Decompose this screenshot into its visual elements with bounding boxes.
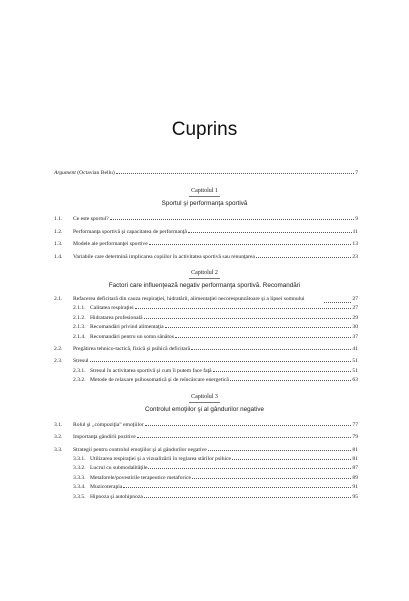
- toc-entry-number: 3.3.3.: [73, 474, 86, 481]
- toc-entry-title: Performanţa sportivă şi capacitatea de performanţă: [73, 228, 187, 235]
- leader-dots: [230, 375, 352, 381]
- toc-entry-argument[interactable]: [0, 168, 409, 177]
- toc-page-number: 51: [352, 358, 358, 365]
- chapter-label: Capitolul 2: [189, 269, 220, 279]
- toc-entry-number: 1.3.: [54, 241, 63, 248]
- toc-entry-title: Refacerea deficitară din cauza respiraţiei, hidratării, alimentaţiei necorespunzătoare şi a lipsei somnului: [73, 296, 305, 303]
- toc-entry-title: Recomandări pentru un somn sănătos: [90, 333, 174, 340]
- toc-entry[interactable]: [0, 375, 409, 384]
- toc-entry[interactable]: [0, 303, 409, 312]
- toc-page-number: 13: [352, 241, 358, 248]
- toc-entry-title: Metaforele/povestirile terapeutice metaforice: [90, 474, 191, 481]
- toc-entry[interactable]: [0, 332, 409, 341]
- leader-dots: [175, 332, 352, 338]
- leader-dots: [188, 227, 352, 233]
- toc-entry-title: Hidratarea profesională: [90, 314, 143, 321]
- toc-entry-title: Strategii pentru controlul emoţiilor şi al gândurilor negative: [73, 446, 207, 453]
- argument-author: (Octavian Bellu): [77, 170, 115, 176]
- chapter-label: Capitolul 1: [189, 187, 220, 197]
- toc-entry-number: 3.3.5.: [73, 493, 86, 500]
- toc-entry-number: 2.2.: [54, 346, 63, 353]
- toc-page-number: 87: [352, 465, 358, 472]
- toc-entry-title: Modele ale performanţei sportive: [73, 241, 148, 248]
- leader-dots: [192, 473, 351, 479]
- toc-entry-title: Muzicoterapia: [90, 484, 123, 491]
- toc-entry-title: Pregătirea tehnico-tactică, fizică şi psihică deficitară: [73, 346, 191, 353]
- toc-entry-title: Importanţa gândirii pozitive: [73, 434, 136, 441]
- toc-page-number: 37: [352, 333, 358, 340]
- toc-entry[interactable]: [0, 454, 409, 463]
- chapter-heading: [0, 187, 409, 208]
- toc-entry-number: 2.1.4.: [73, 333, 86, 340]
- leader-dots: [110, 214, 354, 220]
- toc-page-number: 7: [355, 170, 358, 176]
- toc-entry-number: 2.1.1.: [73, 305, 86, 312]
- toc-page-number: 89: [352, 474, 358, 481]
- leader-dots: [144, 492, 352, 498]
- chapter-title: Controlul emoţiilor şi al gândurilor negative: [144, 405, 264, 413]
- leader-dots: [213, 366, 352, 372]
- leader-dots: [145, 420, 352, 426]
- table-of-contents: [0, 168, 409, 501]
- toc-entry[interactable]: [0, 482, 409, 491]
- toc-entry-title: Ce este sportul?: [73, 216, 109, 223]
- toc-entry-number: 1.1.: [54, 216, 63, 223]
- leader-dots: [135, 303, 352, 309]
- leader-dots: [208, 445, 352, 451]
- chapter-label: Capitolul 3: [189, 393, 220, 403]
- leader-dots: [232, 454, 351, 460]
- toc-page-number: 81: [352, 455, 358, 462]
- toc-page-number: 79: [352, 434, 358, 441]
- toc-page-number: 91: [352, 484, 358, 491]
- toc-entry-number: 3.3.4.: [73, 484, 86, 491]
- leader-dots: [149, 239, 352, 245]
- toc-page-number: 29: [352, 314, 358, 321]
- toc-entry[interactable]: [0, 252, 409, 261]
- chapter-heading: [0, 393, 409, 414]
- toc-entry[interactable]: [0, 463, 409, 472]
- toc-page-number: 41: [352, 346, 358, 353]
- toc-entry[interactable]: [0, 344, 409, 353]
- toc-page-number: 23: [352, 253, 358, 260]
- toc-entry[interactable]: [0, 313, 409, 322]
- toc-entry-number: 2.3.1.: [73, 367, 86, 374]
- leader-dots: [256, 252, 352, 258]
- toc-entry[interactable]: [0, 322, 409, 331]
- toc-entry[interactable]: [0, 445, 409, 454]
- leader-dots: [144, 313, 352, 319]
- toc-entry-title: Calitatea respiraţiei: [90, 305, 134, 312]
- leader-dots: [191, 344, 351, 350]
- leader-dots: [90, 356, 352, 362]
- toc-entry-title: Stresul în activitatea sportivă şi cum îi putem face faţă: [90, 367, 212, 374]
- toc-entry-title: Rolul şi „compoziţia” emoţiilor: [73, 421, 144, 428]
- toc-entry-title: Utilizarea respiraţiei şi a vizualizării în reglarea stărilor psihice: [90, 455, 232, 462]
- toc-entry[interactable]: [0, 296, 409, 303]
- toc-page-number: 77: [352, 421, 358, 428]
- toc-page-number: 11: [352, 228, 358, 235]
- toc-entry-number: 1.2.: [54, 228, 63, 235]
- toc-entry-number: 2.1.2.: [73, 314, 86, 321]
- toc-page-number: 9: [355, 216, 358, 223]
- toc-entry[interactable]: [0, 239, 409, 248]
- toc-entry[interactable]: [0, 356, 409, 365]
- toc-page-number: 95: [352, 493, 358, 500]
- toc-page-number: 30: [352, 324, 358, 331]
- toc-entry-title: [54, 170, 115, 177]
- toc-entry[interactable]: [0, 473, 409, 482]
- toc-entry-title: Recomandări privind alimentaţia: [90, 324, 164, 331]
- toc-entry-title: Lucrul cu submodalităţile: [90, 465, 148, 472]
- toc-entry[interactable]: [0, 432, 409, 441]
- leader-dots: [137, 432, 352, 438]
- toc-entry-number: 2.3.: [54, 358, 63, 365]
- toc-entry-number: 3.3.: [54, 446, 63, 453]
- toc-entry-number: 2.3.2.: [73, 377, 86, 384]
- toc-entry-title: Stresul: [73, 358, 89, 365]
- toc-entry-number: 1.4.: [54, 253, 63, 260]
- toc-entry-number: 2.1.3.: [73, 324, 86, 331]
- toc-page-number: 63: [352, 377, 358, 384]
- toc-page-number: 81: [352, 446, 358, 453]
- toc-entry-number: 3.2.: [54, 434, 63, 441]
- toc-entry[interactable]: [0, 227, 409, 236]
- page-title: Cuprins: [171, 119, 238, 140]
- leader-dots: [148, 463, 351, 469]
- toc-entry[interactable]: [0, 420, 409, 429]
- toc-page-number: 51: [352, 367, 358, 374]
- toc-entry-number: 3.3.1.: [73, 455, 86, 462]
- toc-entry-number: 2.1.: [54, 296, 63, 303]
- argument-label: Argument: [54, 170, 76, 176]
- toc-entry-title: Variabile care determină implicarea copiilor în activitatea sportivă sau renunţarea: [73, 253, 255, 260]
- toc-entry-title: Metode de relaxare psihosomatică şi de reîncărcare energetică: [90, 377, 229, 384]
- leader-dots: [165, 322, 352, 328]
- leader-dots: [123, 482, 351, 488]
- toc-page-number: 27: [352, 296, 358, 303]
- toc-entry[interactable]: [0, 214, 409, 223]
- toc-entry[interactable]: [0, 366, 409, 375]
- chapter-title: Sportul şi performanţa sportivă: [161, 200, 248, 208]
- toc-entry[interactable]: [0, 492, 409, 501]
- leader-dots: [116, 168, 355, 174]
- chapter-title: Factori care influenţează negativ performanţa sportivă. Recomandări: [108, 282, 301, 290]
- toc-entry-number: 3.1.: [54, 421, 63, 428]
- chapter-heading: [0, 269, 409, 290]
- toc-page-number: 27: [352, 305, 358, 312]
- toc-entry-number: 3.3.2.: [73, 465, 86, 472]
- toc-entry-title: Hipnoza şi autohipnoza: [90, 493, 143, 500]
